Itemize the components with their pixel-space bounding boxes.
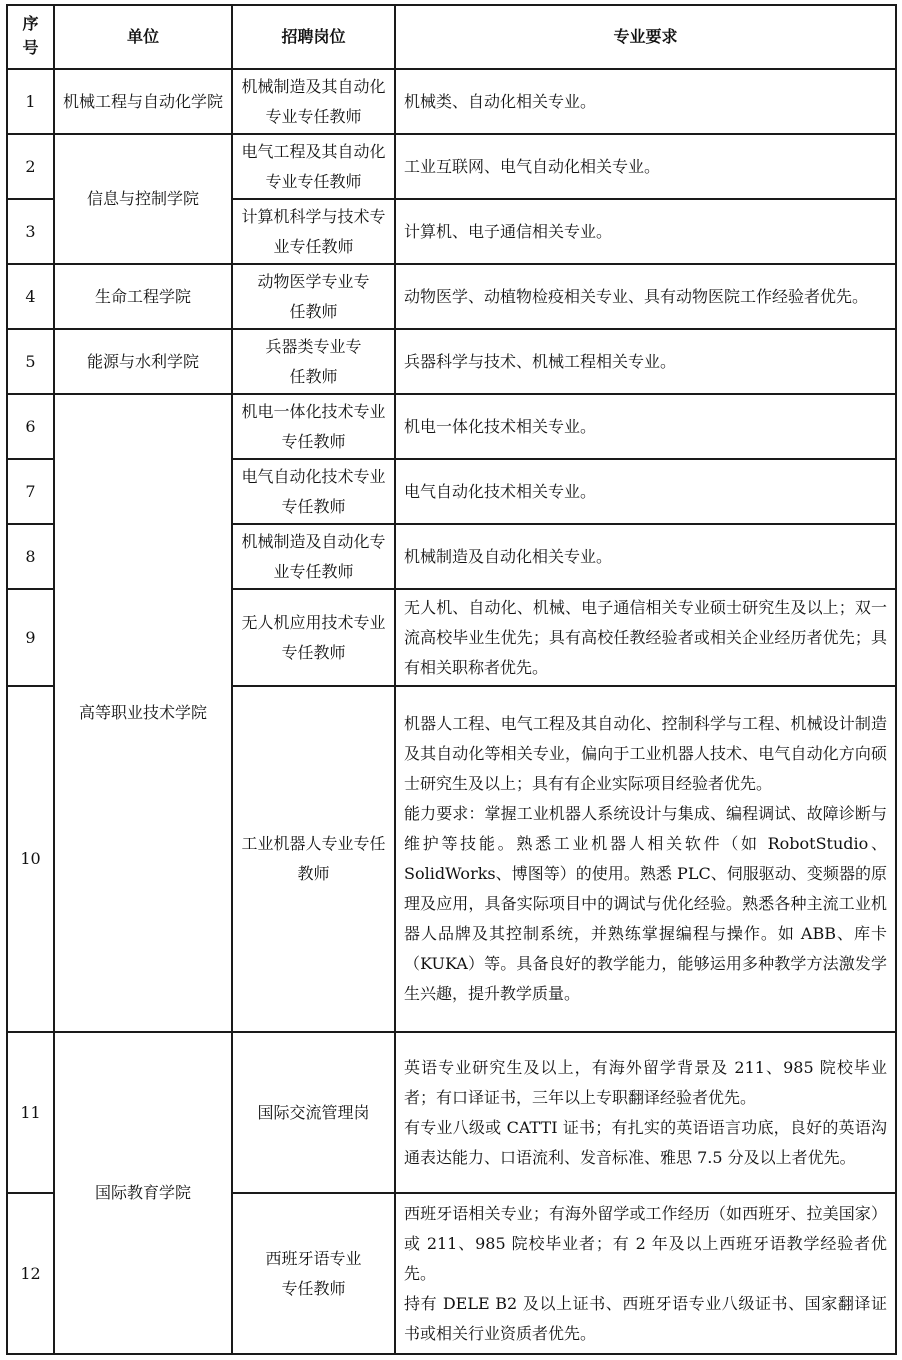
unit-cell: 机械工程与自动化学院 (54, 69, 232, 134)
requirement-paragraph: 英语专业研究生及以上，有海外留学背景及 211、985 院校毕业者；有口译证书，三年以上专职翻译经验者优先。 (404, 1057, 887, 1107)
seq-cell: 8 (7, 524, 54, 589)
position-cell: 兵器类专业专任教师 (232, 329, 395, 394)
table-row (7, 1032, 896, 1193)
table-row (7, 134, 896, 199)
table-row (7, 264, 896, 329)
position-cell: 计算机科学与技术专业专任教师 (232, 199, 395, 264)
seq-cell: 5 (7, 329, 54, 394)
position-cell: 机械制造及自动化专业专任教师 (232, 524, 395, 589)
requirement-cell: 动物医学、动植物检疫相关专业、具有动物医院工作经验者优先。 (395, 264, 896, 329)
seq-cell: 12 (7, 1193, 54, 1354)
position-cell: 无人机应用技术专业专任教师 (232, 589, 395, 686)
requirement-cell: 兵器科学与技术、机械工程相关专业。 (395, 329, 896, 394)
position-cell: 机电一体化技术专业专任教师 (232, 394, 395, 459)
recruitment-table-container (6, 4, 897, 1355)
requirement-cell: 工业互联网、电气自动化相关专业。 (395, 134, 896, 199)
position-cell: 动物医学专业专任教师 (232, 264, 395, 329)
position-cell: 电气自动化技术专业专任教师 (232, 459, 395, 524)
header-row (7, 5, 896, 69)
requirement-cell (395, 1032, 896, 1193)
requirement-cell: 机械类、自动化相关专业。 (395, 69, 896, 134)
position-cell: 机械制造及其自动化专业专任教师 (232, 69, 395, 134)
requirement-paragraph: 机器人工程、电气工程及其自动化、控制科学与工程、机械设计制造及其自动化等相关专业，偏向于工业机器人技术、电气自动化方向硕士研究生及以上；具有有企业实际项目经验者优先。 (404, 714, 887, 793)
requirement-cell: 电气自动化技术相关专业。 (395, 459, 896, 524)
unit-cell: 能源与水利学院 (54, 329, 232, 394)
table-row (7, 329, 896, 394)
requirement-paragraph: 持有 DELE B2 及以上证书、西班牙语专业八级证书、国家翻译证书或相关行业资质者优先。 (404, 1293, 887, 1343)
seq-cell: 9 (7, 589, 54, 686)
requirement-cell (395, 1193, 896, 1354)
header-seq: 序号 (7, 5, 54, 69)
position-cell: 西班牙语专业专任教师 (232, 1193, 395, 1354)
recruitment-table (6, 4, 897, 1355)
seq-cell: 4 (7, 264, 54, 329)
requirement-cell: 计算机、电子通信相关专业。 (395, 199, 896, 264)
position-cell: 工业机器人专业专任教师 (232, 686, 395, 1032)
unit-cell: 生命工程学院 (54, 264, 232, 329)
seq-cell: 2 (7, 134, 54, 199)
requirement-cell (395, 686, 896, 1032)
seq-cell: 3 (7, 199, 54, 264)
header-requirement: 专业要求 (395, 5, 896, 69)
table-row (7, 69, 896, 134)
seq-cell: 6 (7, 394, 54, 459)
seq-cell: 1 (7, 69, 54, 134)
seq-cell: 10 (7, 686, 54, 1032)
position-cell: 电气工程及其自动化专业专任教师 (232, 134, 395, 199)
position-cell: 国际交流管理岗 (232, 1032, 395, 1193)
requirement-cell: 机械制造及自动化相关专业。 (395, 524, 896, 589)
requirement-paragraph: 能力要求：掌握工业机器人系统设计与集成、编程调试、故障诊断与维护等技能。熟悉工业机器人相关软件（如 RobotStudio、SolidWorks、博图等）的使用。熟悉 PLC、伺服驱动、变频器的原理及应用，具备实际项目中的调试与优化经验。熟悉各种主流工业机器人品牌及其控制系统，并熟练掌握编程与操作。如 ABB、库卡（KUKA）等。具备良好的教学能力，能够运用多种教学方法激发学生兴趣，提升教学质量。 (404, 804, 887, 1003)
requirement-cell: 无人机、自动化、机械、电子通信相关专业硕士研究生及以上；双一流高校毕业生优先；具有高校任教经验者或相关企业经历者优先；具有相关职称者优先。 (395, 589, 896, 686)
seq-cell: 7 (7, 459, 54, 524)
seq-cell: 11 (7, 1032, 54, 1193)
unit-cell: 国际教育学院 (54, 1032, 232, 1354)
requirement-paragraph: 西班牙语相关专业；有海外留学或工作经历（如西班牙、拉美国家）或 211、985 院校毕业者；有 2 年及以上西班牙语教学经验者优先。 (404, 1203, 887, 1283)
header-position: 招聘岗位 (232, 5, 395, 69)
unit-cell: 高等职业技术学院 (54, 394, 232, 1032)
table-row (7, 394, 896, 459)
unit-cell: 信息与控制学院 (54, 134, 232, 264)
requirement-paragraph: 有专业八级或 CATTI 证书；有扎实的英语语言功底，良好的英语沟通表达能力、口语流利、发音标准、雅思 7.5 分及以上者优先。 (404, 1117, 887, 1167)
requirement-cell: 机电一体化技术相关专业。 (395, 394, 896, 459)
header-unit: 单位 (54, 5, 232, 69)
